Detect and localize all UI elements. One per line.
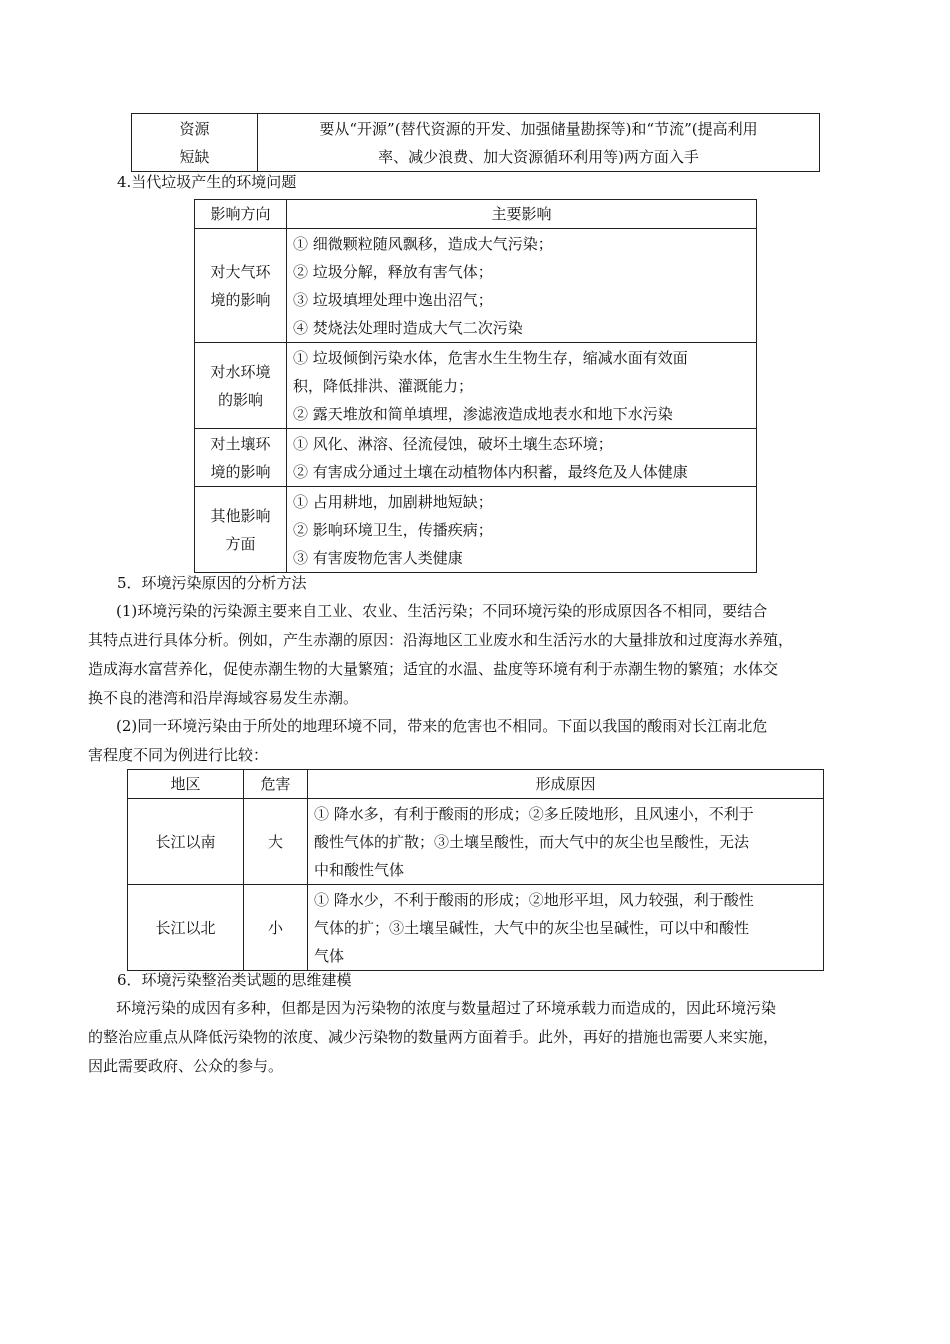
garbage-impact-table <box>194 199 757 573</box>
header-cell: 主要影响 <box>287 200 757 229</box>
section5-paragraph-1 <box>88 597 793 713</box>
paragraph-line: 其特点进行具体分析。例如，产生赤潮的原因：沿海地区工业废水和生活污水的大量排放和过度海水养殖， <box>88 631 794 649</box>
impact-label-cell <box>195 429 287 487</box>
impact-item: ② 垃圾分解，释放有害气体； <box>293 262 493 281</box>
harm-cell: 大 <box>244 799 308 885</box>
impact-item: ① 风化、淋溶、径流侵蚀，破坏土壤生态环境； <box>293 434 613 453</box>
resource-table <box>131 113 820 172</box>
impact-content-cell <box>287 229 757 343</box>
impact-item: ③ 有害废物危害人类健康 <box>293 548 463 567</box>
paragraph-line: (1)环境污染的污染源主要来自工业、农业、生活污染；不同环境污染的形成原因各不相同，要结合 <box>116 602 768 620</box>
resource-content-cell <box>258 114 820 172</box>
impact-item: ④ 焚烧法处理时造成大气二次污染 <box>293 318 523 337</box>
paragraph-line: 因此需要政府、公众的参与。 <box>88 1057 284 1075</box>
acid-rain-table <box>127 769 824 971</box>
impact-item: 积，降低排洪、灌溉能力； <box>293 376 474 395</box>
header-cell: 危害 <box>244 770 308 799</box>
table-row <box>132 114 820 172</box>
region-cell: 长江以北 <box>128 885 244 971</box>
paragraph-line: 换不良的港湾和沿岸海域容易发生赤潮。 <box>88 689 359 707</box>
impact-label-line: 的影响 <box>217 390 263 409</box>
paragraph-line: 害程度不同为例进行比较： <box>88 746 269 764</box>
resource-content-line: 率、减少浪费、加大资源循环利用等)两方面入手 <box>378 147 699 166</box>
impact-label-cell <box>195 487 287 573</box>
impact-label-line: 对大气环 <box>210 262 271 281</box>
section5-paragraph-2 <box>88 712 767 770</box>
table-row <box>195 429 757 487</box>
harm-cell: 小 <box>244 885 308 971</box>
resource-label-line: 短缺 <box>179 147 210 166</box>
impact-label-cell <box>195 229 287 343</box>
paragraph-line: (2)同一环境污染由于所处的地理环境不同，带来的危害也不相同。下面以我国的酸雨对长江南北危 <box>116 717 768 735</box>
reason-line: 中和酸性气体 <box>314 860 405 879</box>
impact-item: ② 影响环境卫生，传播疾病； <box>293 520 493 539</box>
header-cell: 形成原因 <box>308 770 824 799</box>
impact-label-line: 对土壤环 <box>210 434 271 453</box>
reason-line: 气体 <box>314 946 345 965</box>
header-cell: 影响方向 <box>195 200 287 229</box>
impact-label-line: 其他影响 <box>210 506 271 525</box>
section6-title: 6．环境污染整治类试题的思维建模 <box>117 971 352 989</box>
impact-label-line: 境的影响 <box>210 462 271 481</box>
table-row <box>128 799 824 885</box>
section5-title: 5．环境污染原因的分析方法 <box>117 574 307 592</box>
table-row <box>195 487 757 573</box>
section6-paragraph <box>88 994 778 1081</box>
impact-item: ① 垃圾倾倒污染水体，危害水生生物生存，缩减水面有效面 <box>293 348 688 367</box>
header-cell: 地区 <box>128 770 244 799</box>
impact-item: ② 露天堆放和简单填埋，渗滤液造成地表水和地下水污染 <box>293 404 673 423</box>
impact-label-line: 方面 <box>225 534 256 553</box>
table-header-row <box>128 770 824 799</box>
impact-item: ② 有害成分通过土壤在动植物体内积蓄，最终危及人体健康 <box>293 462 688 481</box>
reason-line: 酸性气体的扩散；③土壤呈酸性，而大气中的灰尘也呈酸性，无法 <box>314 832 750 851</box>
paragraph-line: 的整治应重点从降低污染物的浓度、减少污染物的数量两方面着手。此外，再好的措施也需要人来实施， <box>88 1028 779 1046</box>
impact-item: ① 占用耕地，加剧耕地短缺； <box>293 492 493 511</box>
resource-content-line: 要从“开源”(替代资源的开发、加强储量勘探等)和“节流”(提高利用 <box>319 119 758 138</box>
impact-content-cell <box>287 429 757 487</box>
table-header-row <box>195 200 757 229</box>
reason-cell <box>308 885 824 971</box>
reason-cell <box>308 799 824 885</box>
impact-content-cell <box>287 343 757 429</box>
paragraph-line: 造成海水富营养化，促使赤潮生物的大量繁殖；适宜的水温、盐度等环境有利于赤潮生物的繁殖；水体交 <box>88 660 779 678</box>
impact-label-line: 对水环境 <box>210 362 271 381</box>
region-cell: 长江以南 <box>128 799 244 885</box>
table-row <box>128 885 824 971</box>
reason-line: ① 降水多，有利于酸雨的形成；②多丘陵地形，且风速小，不利于 <box>314 804 754 823</box>
impact-item: ① 细微颗粒随风飘移，造成大气污染； <box>293 234 553 253</box>
section4-title: 4.当代垃圾产生的环境问题 <box>117 173 297 191</box>
paragraph-line: 环境污染的成因有多种，但都是因为污染物的浓度与数量超过了环境承载力而造成的，因此环境污染 <box>116 999 777 1017</box>
impact-label-line: 境的影响 <box>210 290 271 309</box>
impact-content-cell <box>287 487 757 573</box>
table-row <box>195 343 757 429</box>
reason-line: 气体的扩；③土壤呈碱性，大气中的灰尘也呈碱性，可以中和酸性 <box>314 918 750 937</box>
impact-label-cell <box>195 343 287 429</box>
resource-label-cell <box>132 114 258 172</box>
resource-label-line: 资源 <box>179 119 210 138</box>
table-row <box>195 229 757 343</box>
reason-line: ① 降水少，不利于酸雨的形成；②地形平坦，风力较强，利于酸性 <box>314 890 754 909</box>
impact-item: ③ 垃圾填埋处理中逸出沼气； <box>293 290 493 309</box>
